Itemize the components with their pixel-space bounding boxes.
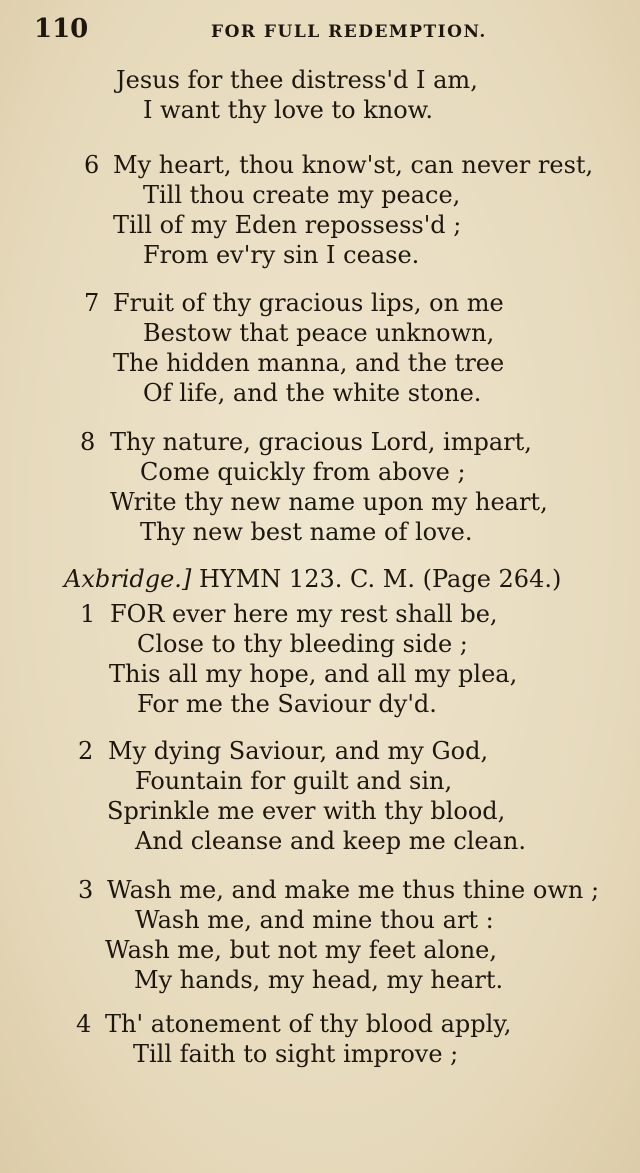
verse-line: Wash me, but not my feet alone, (105, 936, 498, 964)
verse-line: Th' atonement of thy blood apply, (105, 1010, 512, 1038)
verse-line: Wash me, and mine thou art : (135, 906, 494, 934)
verse-line: I want thy love to know. (143, 96, 433, 124)
hymn-title: HYMN 123. C. M. (Page 264.) (198, 565, 562, 593)
verse-line: Fountain for guilt and sin, (135, 767, 453, 795)
verse-number: 6 (84, 151, 100, 179)
verse-number: 7 (84, 289, 100, 317)
verse-line: Write thy new name upon my heart, (110, 488, 548, 516)
verse-line: Of life, and the white stone. (143, 379, 482, 407)
verse-line: Till thou create my peace, (143, 181, 461, 209)
verse-line: The hidden manna, and the tree (113, 349, 505, 377)
verse-line: Sprinkle me ever with thy blood, (107, 797, 506, 825)
verse-number: 1 (80, 600, 96, 628)
tune-name: Axbridge.] (64, 565, 192, 593)
verse-line: Bestow that peace unknown, (143, 319, 495, 347)
verse-line: Jesus for thee distress'd I am, (116, 66, 478, 94)
verse-number: 3 (78, 876, 94, 904)
verse-line: Till of my Eden repossess'd ; (113, 211, 462, 239)
verse-number: 2 (78, 737, 94, 765)
verse-line: My dying Saviour, and my God, (108, 737, 489, 765)
verse-line: Thy nature, gracious Lord, impart, (110, 428, 532, 456)
hymn-heading (64, 565, 561, 593)
verse-line: My hands, my head, my heart. (134, 966, 504, 994)
verse-line: For me the Saviour dy'd. (137, 690, 437, 718)
verse-line: From ev'ry sin I cease. (143, 241, 420, 269)
verse-number: 4 (76, 1010, 92, 1038)
verse-line: Come quickly from above ; (140, 458, 466, 486)
page-number: 110 (34, 14, 89, 44)
verse-line: Close to thy bleeding side ; (137, 630, 468, 658)
verse-number: 8 (80, 428, 96, 456)
verse-line: Thy new best name of love. (140, 518, 473, 546)
verse-line: And cleanse and keep me clean. (135, 827, 527, 855)
verse-line: Fruit of thy gracious lips, on me (113, 289, 504, 317)
verse-line: My heart, thou know'st, can never rest, (113, 151, 594, 179)
verse-line: FOR ever here my rest shall be, (110, 600, 498, 628)
verse-line: Wash me, and make me thus thine own ; (107, 876, 600, 904)
running-title: FOR FULL REDEMPTION. (211, 22, 487, 42)
verse-line: This all my hope, and all my plea, (109, 660, 518, 688)
page-header (34, 14, 616, 48)
verse-line: Till faith to sight improve ; (133, 1040, 459, 1068)
